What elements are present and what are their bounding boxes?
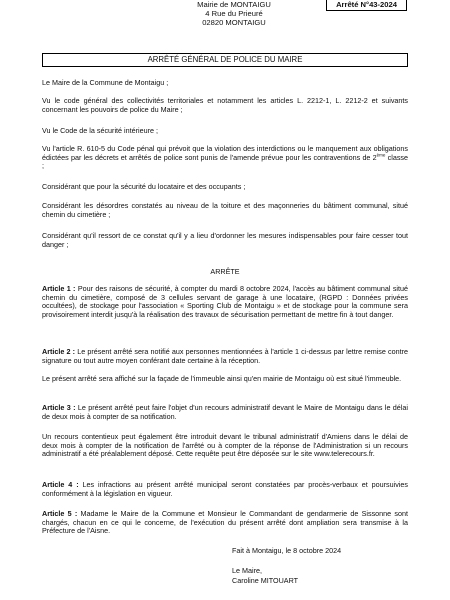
article-1-text: Pour des raisons de sécurité, à compter du mardi 8 octobre 2024, l'accès au bâtiment communal situé chemin du cimetière, composé de 3 cellules servant de garage à une locataire, (RGPD : Données privées occultées), de stockage pour l'association « Sporting Club de Montaigu » et de stockage pour la commune sera provisoirement interdit jusqu'à la réalisation des travaux de sécurisation permettant de mettre fin à tout danger.	[42, 284, 408, 319]
signature-date: Fait à Montaigu, le 8 octobre 2024	[232, 546, 342, 555]
article-2-affichage: Le présent arrêté sera affiché sur la façade de l'immeuble ainsi qu'en mairie de Montaigu où est situé l'immeuble.	[42, 374, 402, 383]
mairie-header	[178, 0, 290, 28]
article-2-label: Article 2 :	[42, 347, 76, 356]
article-3-label: Article 3 :	[42, 403, 76, 412]
preamble-code-penal	[42, 145, 408, 171]
arrete-heading: ARRÊTE	[210, 267, 240, 276]
signature-role: Le Maire,	[232, 566, 262, 575]
article-5	[42, 510, 408, 536]
signature-name: Caroline MITOUART	[232, 576, 299, 585]
document-title: ARRÊTÉ GÉNÉRAL DE POLICE DU MAIRE	[42, 53, 408, 67]
considerant-desordres: Considérant les désordres constatés au niveau de la toiture et des maçonneries du bâtiment communal, situé chemin du cimetière ;	[42, 201, 408, 219]
arrete-number-box: Arrêté N°43-2024	[326, 0, 407, 11]
article-3	[42, 404, 408, 421]
article-2	[42, 348, 408, 365]
article-2-text: Le présent arrêté sera notifié aux personnes mentionnées à l'article 1 ci-dessus par lettre remise contre signature ou tout autre moyen conférant date certaine à la réception.	[42, 347, 408, 365]
mairie-street: 4 Rue du Prieuré	[205, 9, 263, 19]
article-4-text: Les infractions au présent arrêté municipal seront constatées par procès-verbaux et poursuivies conformément à la législation en vigueur.	[42, 480, 408, 498]
article-4-label: Article 4 :	[42, 480, 79, 489]
article-3-text: Le présent arrêté peut faire l'objet d'un recours administratif devant le Maire de Montaigu dans le délai de deux mois à compter de sa notification.	[42, 403, 408, 421]
mairie-name: Mairie de MONTAIGU	[197, 0, 271, 9]
article-3-recours: Un recours contentieux peut également être introduit devant le tribunal administratif d'Amiens dans le délai de deux mois à compter de la notification de l'arrêté ou à compter de la réponse de l'Administration si un recours administratif a été préalablement déposé. Cette requête peut être déposée sur le site www.telerecours.fr.	[42, 432, 408, 459]
preamble-maire: Le Maire de la Commune de Montaigu ;	[42, 78, 169, 87]
article-1-label: Article 1 :	[42, 284, 76, 293]
article-4	[42, 481, 408, 498]
code-penal-text-end: classe ;	[42, 152, 409, 171]
preamble-csi: Vu le Code de la sécurité intérieure ;	[42, 126, 158, 135]
considerant-constat: Considérant qu'il ressort de ce constat qu'il y a lieu d'ordonner les mesures indispensables pour faire cesser tout danger ;	[42, 231, 408, 249]
article-1	[42, 285, 408, 319]
code-penal-text: Vu l'article R. 610-5 du Code pénal qui prévoit que la violation des interdictions ou le manquement aux obligations édictées par les décrets et arrêtés de police sont punis de l'amende prévue pour les contraventions de 2	[42, 144, 408, 162]
article-5-label: Article 5 :	[42, 509, 78, 518]
article-5-text: Madame le Maire de la Commune et Monsieur le Commandant de gendarmerie de Sissonne sont chargés, chacun en ce qui le concerne, de l'exécution du présent arrêté dont ampliation sera transmise à la Préfecture de l'Aisne.	[42, 509, 408, 536]
considerant-securite: Considérant que pour la sécurité du locataire et des occupants ;	[42, 182, 246, 191]
mairie-city: 02820 MONTAIGU	[202, 18, 266, 28]
preamble-cgct: Vu le code général des collectivités territoriales et notamment les articles L. 2212-1, L. 2212-2 et suivants concernant les pouvoirs de police du Maire ;	[42, 96, 408, 114]
code-penal-superscript: ème	[376, 152, 386, 158]
